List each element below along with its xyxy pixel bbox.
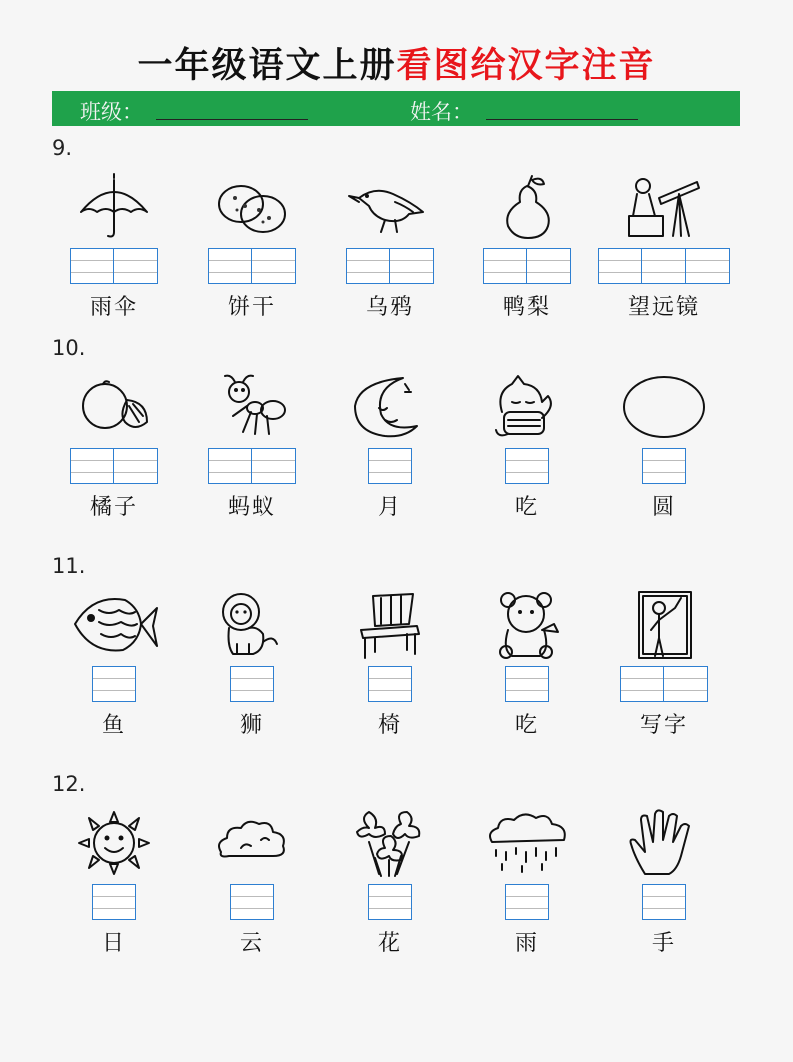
orange-icon [69, 372, 159, 442]
circle-icon [619, 372, 709, 442]
pinyin-box[interactable] [368, 884, 412, 920]
fish-icon [69, 590, 159, 660]
hand-icon [619, 808, 709, 878]
pinyin-box[interactable] [230, 884, 274, 920]
chinese-word: 写字 [639, 713, 688, 738]
class-field[interactable] [156, 119, 308, 120]
ant-icon [207, 372, 297, 442]
pinyin-box[interactable] [92, 666, 136, 702]
pinyin-box[interactable] [390, 248, 434, 284]
cat-eating-icon [482, 372, 572, 442]
pinyin-box[interactable] [70, 248, 114, 284]
pinyin-writing-boxes [368, 884, 412, 920]
cloud-icon [207, 808, 297, 878]
name-field[interactable] [486, 119, 638, 120]
pinyin-writing-boxes [346, 248, 434, 284]
pinyin-writing-boxes [368, 666, 412, 702]
pinyin-box[interactable] [642, 248, 686, 284]
chinese-word: 雨 [514, 931, 539, 956]
pinyin-writing-boxes [642, 884, 686, 920]
worksheet-title [0, 38, 793, 88]
pinyin-writing-boxes [70, 448, 158, 484]
pinyin-box[interactable] [642, 448, 686, 484]
pinyin-box[interactable] [346, 248, 390, 284]
pinyin-box[interactable] [208, 448, 252, 484]
title-grade-subject: 一年级语文上册 [137, 45, 397, 86]
pear-icon [482, 172, 572, 242]
chinese-word: 吃 [514, 495, 539, 520]
chinese-word: 乌鸦 [365, 295, 414, 320]
pinyin-box[interactable] [664, 666, 708, 702]
chinese-word: 手 [651, 931, 676, 956]
pinyin-writing-boxes [230, 666, 274, 702]
flowers-icon [345, 808, 435, 878]
chinese-word: 鸭梨 [502, 295, 551, 320]
bear-eating-icon [482, 590, 572, 660]
crescent-moon-icon [345, 372, 435, 442]
pinyin-box[interactable] [368, 666, 412, 702]
pinyin-box[interactable] [598, 248, 642, 284]
pinyin-writing-boxes [483, 248, 571, 284]
pinyin-writing-boxes [505, 666, 549, 702]
child-writing-icon [619, 590, 709, 660]
chinese-word: 鱼 [101, 713, 126, 738]
info-band [52, 91, 740, 126]
pinyin-box[interactable] [620, 666, 664, 702]
pinyin-box[interactable] [527, 248, 571, 284]
pinyin-box[interactable] [114, 248, 158, 284]
cookies-icon [207, 172, 297, 242]
pinyin-box[interactable] [208, 248, 252, 284]
pinyin-writing-boxes [70, 248, 158, 284]
chinese-word: 月 [377, 495, 402, 520]
chair-icon [345, 590, 435, 660]
class-label: 班级： [80, 100, 143, 124]
question-number: 10. [52, 336, 86, 360]
chinese-word: 日 [101, 931, 126, 956]
pinyin-box[interactable] [505, 884, 549, 920]
pinyin-writing-boxes [92, 666, 136, 702]
pinyin-writing-boxes [598, 248, 730, 284]
telescope-icon [619, 172, 709, 242]
question-number: 12. [52, 772, 86, 796]
chinese-word: 圆 [651, 495, 676, 520]
pinyin-writing-boxes [642, 448, 686, 484]
chinese-word: 雨伞 [89, 295, 138, 320]
title-task: 看图给汉字注音 [396, 45, 656, 86]
umbrella-icon [69, 172, 159, 242]
pinyin-box[interactable] [483, 248, 527, 284]
chinese-word: 吃 [514, 713, 539, 738]
chinese-word: 椅 [377, 713, 402, 738]
pinyin-box[interactable] [368, 448, 412, 484]
chinese-word: 橘子 [89, 495, 138, 520]
pinyin-box[interactable] [642, 884, 686, 920]
rain-cloud-icon [482, 808, 572, 878]
chinese-word: 云 [239, 931, 264, 956]
pinyin-box[interactable] [252, 248, 296, 284]
chinese-word: 狮 [239, 713, 264, 738]
lion-icon [207, 590, 297, 660]
sun-icon [69, 808, 159, 878]
pinyin-writing-boxes [505, 884, 549, 920]
pinyin-box[interactable] [686, 248, 730, 284]
pinyin-writing-boxes [620, 666, 708, 702]
pinyin-box[interactable] [114, 448, 158, 484]
question-number: 11. [52, 554, 86, 578]
chinese-word: 蚂蚁 [227, 495, 276, 520]
pinyin-box[interactable] [505, 448, 549, 484]
chinese-word: 饼干 [227, 295, 276, 320]
pinyin-box[interactable] [252, 448, 296, 484]
pinyin-writing-boxes [92, 884, 136, 920]
pinyin-box[interactable] [92, 884, 136, 920]
pinyin-box[interactable] [70, 448, 114, 484]
name-label: 姓名： [410, 100, 473, 124]
question-number: 9. [52, 136, 73, 160]
pinyin-box[interactable] [230, 666, 274, 702]
chinese-word: 望远镜 [627, 295, 700, 320]
pinyin-writing-boxes [505, 448, 549, 484]
pinyin-writing-boxes [230, 884, 274, 920]
pinyin-writing-boxes [208, 248, 296, 284]
pinyin-writing-boxes [368, 448, 412, 484]
pinyin-box[interactable] [505, 666, 549, 702]
chinese-word: 花 [377, 931, 402, 956]
pinyin-writing-boxes [208, 448, 296, 484]
crow-icon [345, 172, 435, 242]
